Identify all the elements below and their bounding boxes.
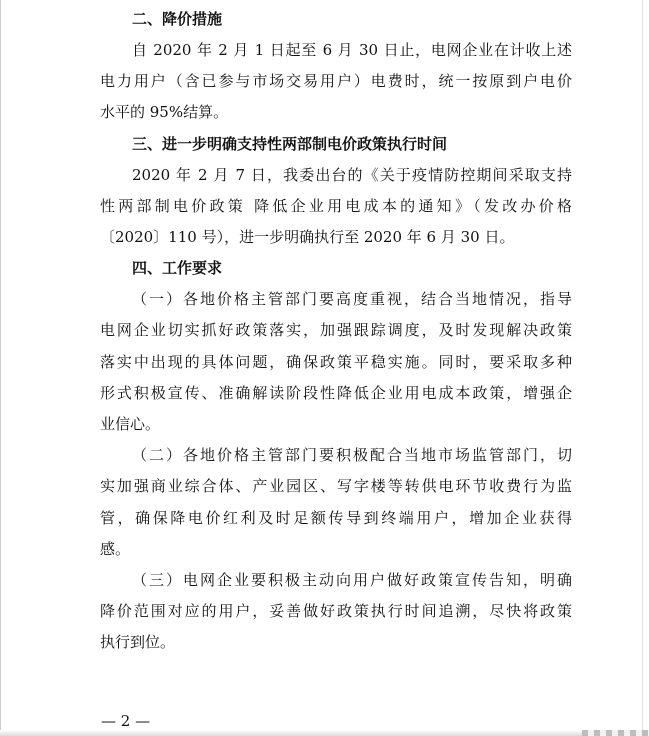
section-price-reduction — [100, 4, 572, 129]
paragraph-line: 电网企业切实抓好政策落实，加强跟踪调度，及时发现解决政策 — [100, 321, 572, 340]
section-execution-time — [100, 129, 572, 254]
paragraph-line: （三）电网企业要积极主动向用户做好政策宣传告知，明确 — [132, 571, 572, 590]
page-corner-shadow — [582, 730, 649, 736]
page-right-edge — [642, 0, 643, 736]
paragraph-line: 〔2020〕110 号），进一步明确执行至 2020 年 6 月 30 日。 — [100, 228, 515, 247]
page-number: — 2 — — [101, 712, 151, 730]
paragraph-line: 降价范围对应的用户，妥善做好政策执行时间追溯，尽快将政策 — [100, 602, 572, 621]
paragraph — [100, 35, 572, 129]
paragraph-line: 落实中出现的具体问题，确保政策平稳实施。同时，要采取多种 — [100, 352, 572, 371]
page-left-edge — [0, 0, 1, 736]
paragraph-line: 自 2020 年 2 月 1 日起至 6 月 30 日止，电网企业在计收上述 — [132, 41, 572, 59]
paragraph-line: 感。 — [100, 539, 131, 558]
section-heading: 二、降价措施 — [132, 10, 223, 28]
paragraph — [100, 440, 572, 565]
paragraph-line: 执行到位。 — [100, 633, 176, 652]
paragraph-line: 性两部制电价政策 降低企业用电成本的通知》（发改办价格 — [100, 196, 572, 215]
paragraph-line: （一）各地价格主管部门要高度重视，结合当地情况，指导 — [132, 290, 572, 309]
paragraph-line: （二）各地价格主管部门要积极配合当地市场监管部门，切 — [132, 446, 572, 465]
paragraph-line: 2020 年 2 月 7 日，我委出台的《关于疫情防控期间采取支持 — [132, 165, 572, 184]
paragraph-line: 电力用户（含已参与市场交易用户）电费时，统一按原到户电价 — [100, 72, 572, 91]
page-bottom-edge — [0, 730, 649, 736]
paragraph — [100, 160, 572, 254]
paragraph-line: 水平的 95%结算。 — [100, 103, 229, 122]
paragraph-line: 形式积极宣传、准确解读阶段性降低企业用电成本政策，增强企 — [100, 383, 572, 402]
paragraph-line: 业信心。 — [100, 415, 161, 434]
section-heading: 四、工作要求 — [132, 259, 223, 278]
paragraph — [100, 284, 572, 440]
section-work-requirements — [100, 253, 572, 658]
section-heading: 三、进一步明确支持性两部制电价政策执行时间 — [132, 134, 448, 153]
paragraph-line: 实加强商业综合体、产业园区、写字楼等转供电环节收费行为监 — [100, 477, 572, 496]
paragraph-line: 管，确保降电价红利及时足额传导到终端用户，增加企业获得 — [100, 508, 572, 527]
document-body — [100, 4, 572, 659]
paragraph — [100, 565, 572, 659]
